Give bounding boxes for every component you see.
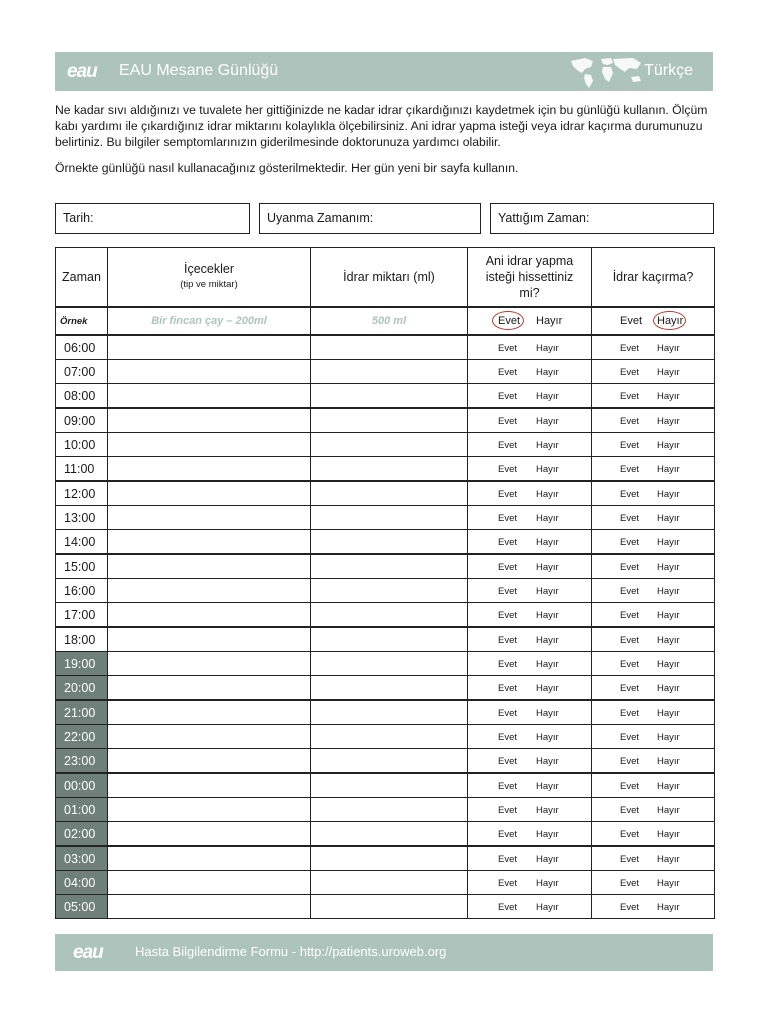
table-row: [56, 798, 715, 822]
urge-cell: [468, 530, 592, 555]
table-row: [56, 433, 715, 457]
example-leak-yes: Evet: [620, 315, 643, 327]
leak-no-option[interactable]: Hayır: [657, 440, 680, 451]
urine-cell[interactable]: [311, 530, 468, 555]
info-fields: [55, 203, 713, 234]
urine-cell[interactable]: [311, 433, 468, 457]
leak-no-option[interactable]: Hayır: [657, 902, 680, 913]
leak-yes-option[interactable]: Evet: [620, 805, 640, 816]
urge-no-option[interactable]: Hayır: [536, 635, 559, 646]
drink-cell[interactable]: [108, 773, 311, 798]
table-row: [56, 749, 715, 774]
urge-no-option[interactable]: Hayır: [536, 659, 559, 670]
drink-cell[interactable]: [108, 846, 311, 871]
urge-no-option[interactable]: Hayır: [536, 829, 559, 840]
urge-yes-option[interactable]: Evet: [498, 829, 518, 840]
leak-cell: [592, 798, 715, 822]
hour-label: 08:00: [56, 384, 108, 409]
drink-cell[interactable]: [108, 749, 311, 774]
header-bar: [55, 52, 713, 91]
leak-no-option[interactable]: Hayır: [657, 805, 680, 816]
table-row: [56, 408, 715, 433]
hour-label: 22:00: [56, 725, 108, 749]
urge-yes-option[interactable]: Evet: [498, 781, 518, 792]
urge-no-option[interactable]: Hayır: [536, 489, 559, 500]
example-urge-no: Hayır: [536, 315, 563, 327]
leak-cell: [592, 408, 715, 433]
leak-yes-option[interactable]: Evet: [620, 391, 640, 402]
example-urge-cell: [468, 307, 592, 335]
table-row: [56, 506, 715, 530]
leak-yes-option[interactable]: Evet: [620, 513, 640, 524]
table-row: [56, 627, 715, 652]
urge-cell: [468, 871, 592, 895]
hour-label: 09:00: [56, 408, 108, 433]
urine-cell[interactable]: [311, 749, 468, 774]
drink-cell[interactable]: [108, 579, 311, 603]
leak-yes-option[interactable]: Evet: [620, 781, 640, 792]
table-row: [56, 603, 715, 628]
urine-cell[interactable]: [311, 579, 468, 603]
urge-cell: [468, 360, 592, 384]
urine-cell[interactable]: [311, 627, 468, 652]
urge-yes-option[interactable]: Evet: [498, 902, 518, 913]
table-row: [56, 335, 715, 360]
urge-no-option[interactable]: Hayır: [536, 781, 559, 792]
urine-cell[interactable]: [311, 700, 468, 725]
urge-cell: [468, 676, 592, 701]
leak-cell: [592, 846, 715, 871]
urine-cell[interactable]: [311, 895, 468, 919]
urge-yes-option[interactable]: Evet: [498, 805, 518, 816]
urge-cell: [468, 384, 592, 409]
urge-yes-option[interactable]: Evet: [498, 610, 518, 621]
table-row: [56, 579, 715, 603]
leak-yes-option[interactable]: Evet: [620, 610, 640, 621]
leak-yes-option[interactable]: Evet: [620, 756, 640, 767]
table-row: [56, 481, 715, 506]
drink-cell[interactable]: [108, 506, 311, 530]
header-time: Zaman: [56, 248, 108, 308]
table-row: [56, 360, 715, 384]
table-row: [56, 895, 715, 919]
urge-yes-option[interactable]: Evet: [498, 659, 518, 670]
urine-cell[interactable]: [311, 603, 468, 628]
hour-label: 05:00: [56, 895, 108, 919]
urge-no-option[interactable]: Hayır: [536, 805, 559, 816]
urge-no-option[interactable]: Hayır: [536, 610, 559, 621]
hour-label: 01:00: [56, 798, 108, 822]
urge-cell: [468, 481, 592, 506]
leak-yes-option[interactable]: Evet: [620, 537, 640, 548]
urge-no-option[interactable]: Hayır: [536, 391, 559, 402]
urge-cell: [468, 725, 592, 749]
urge-no-option[interactable]: Hayır: [536, 586, 559, 597]
leak-no-option[interactable]: Hayır: [657, 708, 680, 719]
leak-no-option[interactable]: Hayır: [657, 416, 680, 427]
urge-cell: [468, 773, 592, 798]
urge-no-option[interactable]: Hayır: [536, 562, 559, 573]
header-urge: Ani idrar yapma isteği hissettiniz mi?: [468, 248, 592, 308]
hour-label: 06:00: [56, 335, 108, 360]
urge-yes-option[interactable]: Evet: [498, 440, 518, 451]
urge-yes-option[interactable]: Evet: [498, 464, 518, 475]
leak-yes-option[interactable]: Evet: [620, 464, 640, 475]
example-leak-cell: [592, 307, 715, 335]
language-label: Türkçe: [644, 62, 693, 79]
intro-paragraph-2: Örnekte günlüğü nasıl kullanacağınız gösterilmektedir. Her gün yeni bir sayfa kullanın.: [55, 161, 519, 175]
leak-cell: [592, 773, 715, 798]
urge-yes-option[interactable]: Evet: [498, 854, 518, 865]
leak-no-option[interactable]: Hayır: [657, 732, 680, 743]
leak-yes-option[interactable]: Evet: [620, 854, 640, 865]
drink-cell[interactable]: [108, 725, 311, 749]
leak-cell: [592, 895, 715, 919]
header-urine: İdrar miktarı (ml): [311, 248, 468, 308]
urge-yes-option[interactable]: Evet: [498, 416, 518, 427]
leak-cell: [592, 652, 715, 676]
urine-cell[interactable]: [311, 384, 468, 409]
urge-cell: [468, 798, 592, 822]
urge-no-option[interactable]: Hayır: [536, 756, 559, 767]
urge-cell: [468, 554, 592, 579]
leak-cell: [592, 603, 715, 628]
drink-cell[interactable]: [108, 408, 311, 433]
drink-cell[interactable]: [108, 822, 311, 847]
table-row: [56, 457, 715, 482]
urine-cell[interactable]: [311, 408, 468, 433]
urge-no-option[interactable]: Hayır: [536, 464, 559, 475]
urge-cell: [468, 579, 592, 603]
leak-cell: [592, 554, 715, 579]
urge-no-option[interactable]: Hayır: [536, 878, 559, 889]
urge-cell: [468, 335, 592, 360]
urine-cell[interactable]: [311, 335, 468, 360]
hour-label: 21:00: [56, 700, 108, 725]
urge-yes-option[interactable]: Evet: [498, 513, 518, 524]
leak-no-option[interactable]: Hayır: [657, 878, 680, 889]
table-row: [56, 773, 715, 798]
table-row: [56, 554, 715, 579]
leak-yes-option[interactable]: Evet: [620, 708, 640, 719]
drink-cell[interactable]: [108, 603, 311, 628]
urge-cell: [468, 895, 592, 919]
leak-no-option[interactable]: Hayır: [657, 635, 680, 646]
leak-no-option[interactable]: Hayır: [657, 683, 680, 694]
urge-cell: [468, 603, 592, 628]
urge-yes-option[interactable]: Evet: [498, 708, 518, 719]
drink-cell[interactable]: [108, 700, 311, 725]
urine-cell[interactable]: [311, 360, 468, 384]
sleep-time-field[interactable]: [490, 203, 714, 234]
urge-cell: [468, 457, 592, 482]
hour-label: 13:00: [56, 506, 108, 530]
urge-cell: [468, 700, 592, 725]
urge-cell: [468, 433, 592, 457]
urge-yes-option[interactable]: Evet: [498, 732, 518, 743]
urge-no-option[interactable]: Hayır: [536, 440, 559, 451]
leak-cell: [592, 749, 715, 774]
leak-yes-option[interactable]: Evet: [620, 635, 640, 646]
urge-no-option[interactable]: Hayır: [536, 902, 559, 913]
table-row: [56, 384, 715, 409]
leak-yes-option[interactable]: Evet: [620, 878, 640, 889]
urge-cell: [468, 846, 592, 871]
urge-no-option[interactable]: Hayır: [536, 416, 559, 427]
urge-cell: [468, 652, 592, 676]
leak-no-option[interactable]: Hayır: [657, 391, 680, 402]
selected-circle: [492, 311, 524, 330]
urge-no-option[interactable]: Hayır: [536, 854, 559, 865]
header-drinks-label: İçecekler: [183, 262, 235, 276]
eau-logo-footer: eau: [73, 942, 103, 963]
leak-cell: [592, 822, 715, 847]
urge-no-option[interactable]: Hayır: [536, 683, 559, 694]
leak-no-option[interactable]: Hayır: [657, 829, 680, 840]
urge-no-option[interactable]: Hayır: [536, 708, 559, 719]
leak-yes-option[interactable]: Evet: [620, 416, 640, 427]
urine-cell[interactable]: [311, 652, 468, 676]
leak-no-option[interactable]: Hayır: [657, 537, 680, 548]
drink-cell[interactable]: [108, 871, 311, 895]
hour-label: 14:00: [56, 530, 108, 555]
hour-label: 23:00: [56, 749, 108, 774]
leak-cell: [592, 481, 715, 506]
drink-cell[interactable]: [108, 481, 311, 506]
leak-no-option[interactable]: Hayır: [657, 659, 680, 670]
leak-yes-option[interactable]: Evet: [620, 586, 640, 597]
urge-cell: [468, 408, 592, 433]
intro-paragraph-1: Ne kadar sıvı aldığınızı ve tuvalete her gittiğinizde ne kadar idrar çıkardığınızı kaydetmek için bu günlüğü kullanın. Ölçüm kabı yardımı ile çıkardığınız idrar miktarını kolaylıkla ölçebilirsiniz. Ani idrar yapma isteği veya idrar kaçırma durumunuzu belirtiniz. Bu bilgiler semptomlarınızın giderilmesinde doktorunuza yardımcı olabilir.: [55, 103, 708, 149]
hour-label: 02:00: [56, 822, 108, 847]
hour-label: 16:00: [56, 579, 108, 603]
header-drinks: [108, 248, 311, 308]
drink-cell[interactable]: [108, 798, 311, 822]
drink-cell[interactable]: [108, 335, 311, 360]
urge-yes-option[interactable]: Evet: [498, 635, 518, 646]
header-drinks-sub: (tip ve miktar): [180, 279, 238, 290]
example-drink: Bir fincan çay – 200ml: [108, 307, 311, 335]
urge-yes-option[interactable]: Evet: [498, 562, 518, 573]
urge-yes-option[interactable]: Evet: [498, 537, 518, 548]
example-urge-yes: Evet: [498, 315, 520, 327]
urge-yes-option[interactable]: Evet: [498, 586, 518, 597]
urge-yes-option[interactable]: Evet: [498, 683, 518, 694]
example-row: [56, 307, 715, 335]
leak-no-option[interactable]: Hayır: [657, 489, 680, 500]
date-field[interactable]: [55, 203, 250, 234]
urine-cell[interactable]: [311, 773, 468, 798]
drink-cell[interactable]: [108, 433, 311, 457]
urge-no-option[interactable]: Hayır: [536, 343, 559, 354]
urge-yes-option[interactable]: Evet: [498, 756, 518, 767]
hour-label: 03:00: [56, 846, 108, 871]
leak-yes-option[interactable]: Evet: [620, 343, 640, 354]
leak-cell: [592, 360, 715, 384]
table-row: [56, 700, 715, 725]
leak-no-option[interactable]: Hayır: [657, 781, 680, 792]
leak-cell: [592, 676, 715, 701]
leak-no-option[interactable]: Hayır: [657, 854, 680, 865]
leak-cell: [592, 384, 715, 409]
leak-yes-option[interactable]: Evet: [620, 829, 640, 840]
leak-cell: [592, 579, 715, 603]
leak-cell: [592, 530, 715, 555]
selected-circle: [653, 311, 686, 330]
wake-label: Uyanma Zamanım:: [267, 211, 374, 225]
drink-cell[interactable]: [108, 554, 311, 579]
leak-cell: [592, 725, 715, 749]
leak-no-option[interactable]: Hayır: [657, 343, 680, 354]
eau-logo: eau: [67, 61, 97, 82]
urge-no-option[interactable]: Hayır: [536, 537, 559, 548]
date-label: Tarih:: [63, 211, 94, 225]
leak-cell: [592, 627, 715, 652]
urine-cell[interactable]: [311, 457, 468, 482]
hour-label: 17:00: [56, 603, 108, 628]
leak-yes-option[interactable]: Evet: [620, 659, 640, 670]
hour-label: 19:00: [56, 652, 108, 676]
table-row: [56, 725, 715, 749]
leak-cell: [592, 700, 715, 725]
leak-cell: [592, 871, 715, 895]
diary-table: [55, 247, 715, 919]
leak-no-option[interactable]: Hayır: [657, 756, 680, 767]
urge-yes-option[interactable]: Evet: [498, 878, 518, 889]
table-header-row: [56, 248, 715, 308]
drink-cell[interactable]: [108, 360, 311, 384]
drink-cell[interactable]: [108, 384, 311, 409]
hour-label: 10:00: [56, 433, 108, 457]
footer-text: Hasta Bilgilendirme Formu - http://patients.uroweb.org: [135, 944, 447, 959]
drink-cell[interactable]: [108, 895, 311, 919]
urine-cell[interactable]: [311, 822, 468, 847]
hour-label: 12:00: [56, 481, 108, 506]
table-row: [56, 652, 715, 676]
hour-label: 20:00: [56, 676, 108, 701]
urine-cell[interactable]: [311, 846, 468, 871]
table-row: [56, 871, 715, 895]
example-label: Örnek: [56, 307, 108, 335]
urge-yes-option[interactable]: Evet: [498, 391, 518, 402]
urine-cell[interactable]: [311, 871, 468, 895]
table-row: [56, 846, 715, 871]
table-row: [56, 530, 715, 555]
urine-cell[interactable]: [311, 554, 468, 579]
urge-no-option[interactable]: Hayır: [536, 732, 559, 743]
urge-yes-option[interactable]: Evet: [498, 367, 518, 378]
leak-yes-option[interactable]: Evet: [620, 732, 640, 743]
urine-cell[interactable]: [311, 481, 468, 506]
drink-cell[interactable]: [108, 676, 311, 701]
intro-text: [55, 102, 715, 186]
leak-cell: [592, 433, 715, 457]
hour-label: 00:00: [56, 773, 108, 798]
leak-yes-option[interactable]: Evet: [620, 683, 640, 694]
table-row: [56, 676, 715, 701]
urge-yes-option[interactable]: Evet: [498, 343, 518, 354]
hour-label: 11:00: [56, 457, 108, 482]
leak-cell: [592, 335, 715, 360]
leak-yes-option[interactable]: Evet: [620, 489, 640, 500]
urge-cell: [468, 506, 592, 530]
hour-label: 07:00: [56, 360, 108, 384]
leak-no-option[interactable]: Hayır: [657, 464, 680, 475]
example-leak-no: Hayır: [657, 315, 683, 327]
table-row: [56, 822, 715, 847]
leak-yes-option[interactable]: Evet: [620, 367, 640, 378]
leak-cell: [592, 506, 715, 530]
leak-no-option[interactable]: Hayır: [657, 610, 680, 621]
leak-no-option[interactable]: Hayır: [657, 367, 680, 378]
footer-bar: [55, 934, 713, 971]
drink-cell[interactable]: [108, 652, 311, 676]
leak-yes-option[interactable]: Evet: [620, 562, 640, 573]
drink-cell[interactable]: [108, 530, 311, 555]
example-urine: 500 ml: [311, 307, 468, 335]
urge-yes-option[interactable]: Evet: [498, 489, 518, 500]
urine-cell[interactable]: [311, 506, 468, 530]
urge-cell: [468, 749, 592, 774]
urge-cell: [468, 627, 592, 652]
hour-label: 04:00: [56, 871, 108, 895]
wake-time-field[interactable]: [259, 203, 481, 234]
urine-cell[interactable]: [311, 725, 468, 749]
leak-no-option[interactable]: Hayır: [657, 586, 680, 597]
leak-no-option[interactable]: Hayır: [657, 562, 680, 573]
leak-cell: [592, 457, 715, 482]
urine-cell[interactable]: [311, 798, 468, 822]
hour-label: 15:00: [56, 554, 108, 579]
page-title: EAU Mesane Günlüğü: [119, 62, 279, 79]
hour-label: 18:00: [56, 627, 108, 652]
drink-cell[interactable]: [108, 627, 311, 652]
urge-no-option[interactable]: Hayır: [536, 513, 559, 524]
world-map-icon: [567, 55, 647, 89]
header-leak: İdrar kaçırma?: [592, 248, 715, 308]
leak-yes-option[interactable]: Evet: [620, 440, 640, 451]
drink-cell[interactable]: [108, 457, 311, 482]
leak-no-option[interactable]: Hayır: [657, 513, 680, 524]
sleep-label: Yattığım Zaman:: [498, 211, 590, 225]
leak-yes-option[interactable]: Evet: [620, 902, 640, 913]
urge-no-option[interactable]: Hayır: [536, 367, 559, 378]
urge-cell: [468, 822, 592, 847]
urine-cell[interactable]: [311, 676, 468, 701]
